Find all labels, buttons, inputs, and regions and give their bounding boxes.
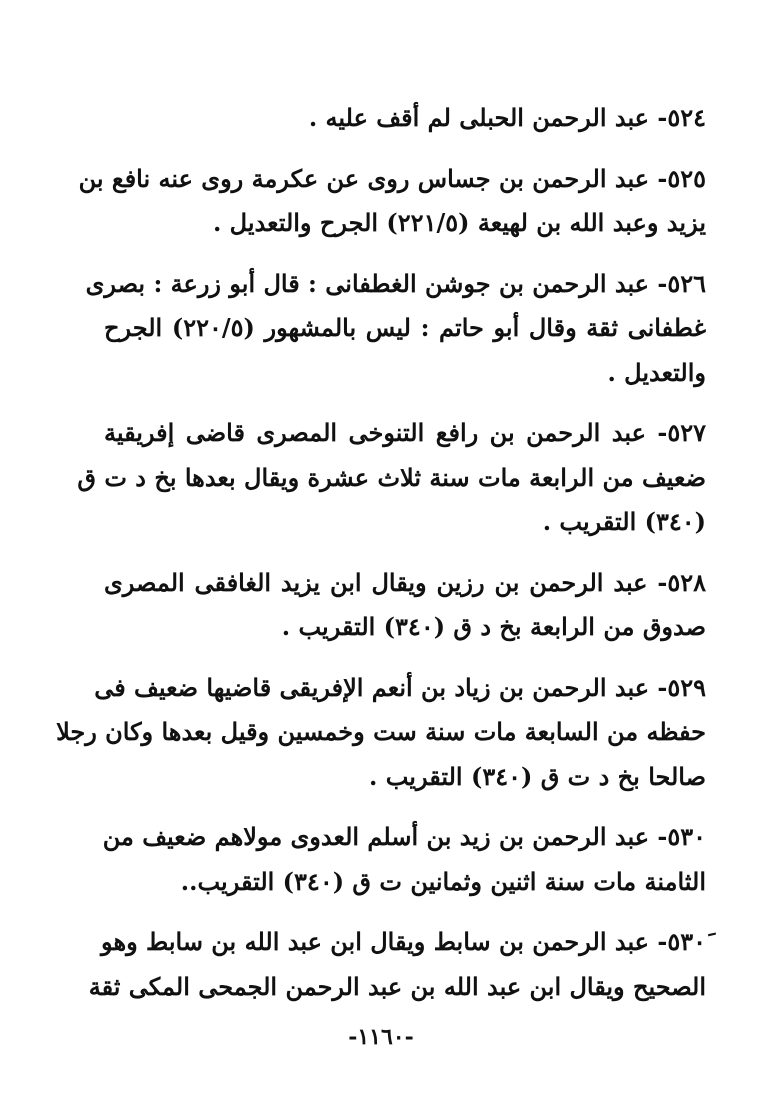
entry-line: ٥٣٠- عبد الرحمن بن زيد بن أسلم العدوى مولاهم ضعيف من (102, 822, 706, 851)
entry (104, 815, 706, 904)
entry (85, 262, 706, 396)
entry-line: ٥٢٦- عبد الرحمن بن جوشن الغطفانى : قال أبو زرعة : بصرى (85, 268, 706, 298)
entry (77, 411, 706, 545)
entry-line: ٥٢٤- عبد الرحمن الحبلى لم أقف عليه . (308, 103, 706, 132)
entry-line: (٣٤٠) التقريب . (542, 507, 706, 536)
entry-line: ضعيف من الرابعة مات سنة ثلاث عشرة ويقال بعدها بخ د ت ق (77, 462, 706, 492)
entry (104, 561, 706, 650)
entry-line: صالحا بخ د ت ق (٣٤٠) التقريب . (369, 761, 706, 791)
entry-line: الثامنة مات سنة اثنين وثمانين ت ق (٣٤٠) التقريب.. (180, 866, 706, 896)
entry-line: صدوق من الرابعة بخ د ق (٣٤٠) التقريب . (281, 612, 706, 641)
page-number: -١١٦٠- (348, 1024, 414, 1050)
entry-line: الصحيح ويقال ابن عبد الله بن عبد الرحمن الجمحى المكى ثقة (88, 971, 706, 1001)
entry-line: ٥٢٩- عبد الرحمن بن زياد بن أنعم الإفريقى قاضيها ضعيف فى (94, 672, 706, 702)
entry-line: يزيد وعبد الله بن لهيعة (٢٢١/٥) الجرح والتعديل . (212, 208, 706, 237)
entries-block (56, 96, 706, 1025)
entry-line: غطفانى ثقة وقال أبو حاتم : ليس بالمشهور (٢٢٠/٥) الجرح (104, 313, 706, 342)
entry (104, 96, 706, 141)
entry (78, 157, 706, 246)
entry-line: ٥٢٧- عبد الرحمن بن رافع التنوخى المصرى قاضى إفريقية (104, 418, 706, 447)
entry (56, 666, 706, 800)
entry (88, 920, 706, 1009)
entry-line: ٥٣٠َ- عبد الرحمن بن سابط ويقال ابن عبد الله بن سابط وهو (101, 927, 706, 956)
entry-line: ٥٢٨- عبد الرحمن بن رزين ويقال ابن يزيد الغافقى المصرى (104, 567, 706, 597)
entry-line: ٥٢٥- عبد الرحمن بن جساس روى عن عكرمة روى عنه نافع بن (78, 163, 706, 193)
entry-line: حفظه من السابعة مات سنة ست وخمسين وقيل بعدها وكان رجلا (56, 717, 706, 746)
entry-line: والتعديل . (607, 357, 706, 387)
